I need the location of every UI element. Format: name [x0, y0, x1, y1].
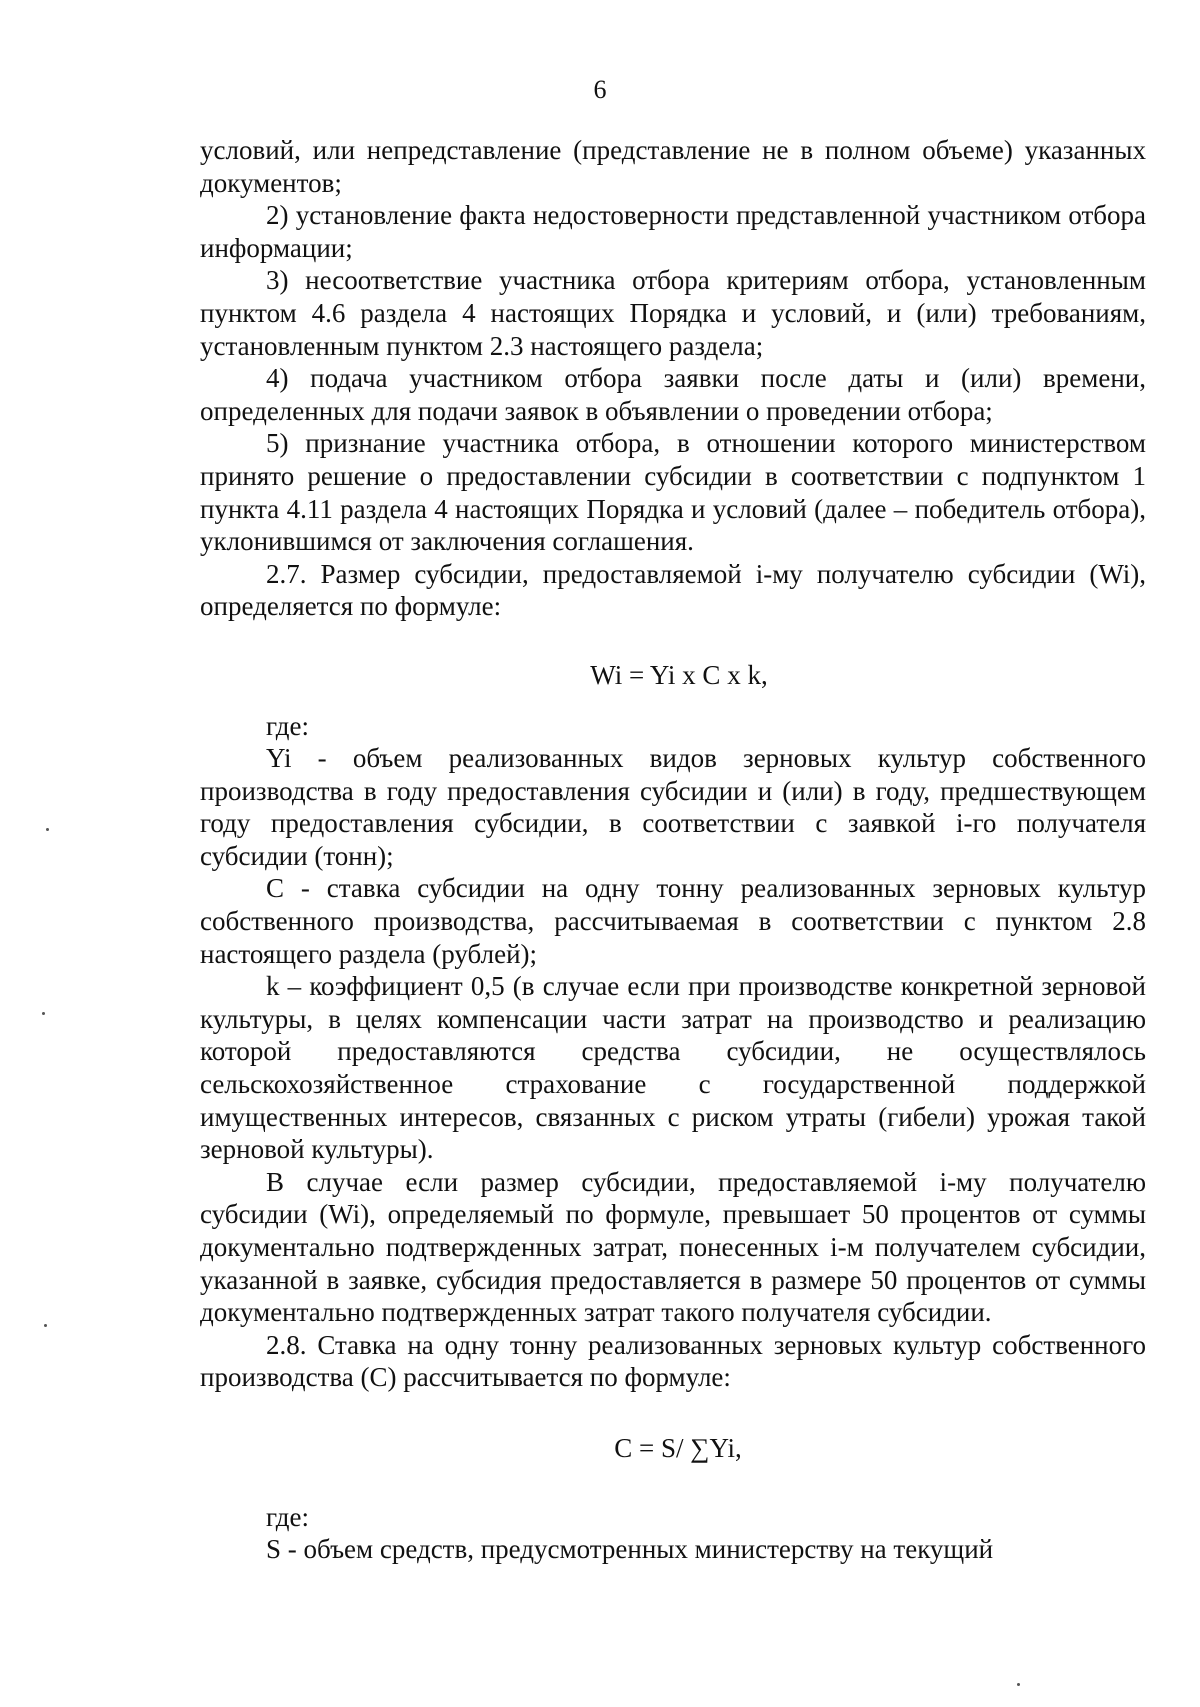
list-item-4: 4) подача участником отбора заявки после даты и (или) времени, определенных для подачи заявок в объявлении о проведении отбора; [200, 363, 1146, 426]
definition-k: k – коэффициент 0,5 (в случае если при производстве конкретной зерновой культуры, в целях компенсации части затрат на производство и реализацию которой предоставляются средства субсидии, не осуществлялось сельскохозяйственное страхование с государственной поддержкой имущественных интересов, связанных с риском утраты (гибели) урожая такой зерновой культуры). [200, 971, 1146, 1165]
scan-speck [1017, 1683, 1020, 1686]
formula-rate: C = S/ ∑Yi, [614, 1432, 742, 1463]
where-label-2: где: [266, 1501, 309, 1532]
scan-speck [44, 1324, 47, 1327]
definition-c: С - ставка субсидии на одну тонну реализованных зерновых культур собственного производства, рассчитываемая в соответствии с пунктом 2.8 настоящего раздела (рублей); [200, 873, 1146, 969]
scan-speck [46, 828, 49, 831]
definition-s: S - объем средств, предусмотренных министерству на текущий [266, 1534, 994, 1565]
where-label: где: [266, 710, 309, 741]
list-item-5: 5) признание участника отбора, в отношении которого министерством принято решение о предоставлении субсидии в соответствии с подпунктом 1 пункта 4.11 раздела 4 настоящих Порядка и условий (далее – победитель отбора), уклонившимся от заключения соглашения. [200, 428, 1146, 557]
section-2-7: 2.7. Размер субсидии, предоставляемой i-му получателю субсидии (Wi), определяется по формуле: [200, 558, 1146, 622]
section-2-8: 2.8. Ставка на одну тонну реализованных зерновых культур собственного производства (С) рассчитывается по формуле: [200, 1329, 1146, 1393]
page-number: 6 [593, 75, 607, 104]
definition-yi: Yi - объем реализованных видов зерновых культур собственного производства в году предоставления субсидии и (или) в году, предшествующем году предоставления субсидии, в соответствии с заявкой i-го получателя субсидии (тонн); [200, 743, 1146, 871]
scan-speck [42, 1012, 45, 1015]
formula-subsidy-size: Wi = Yi x C x k, [590, 659, 768, 690]
paragraph-cap-rule: В случае если размер субсидии, предоставляемой i-му получателю субсидии (Wi), определяемый по формуле, превышает 50 процентов от суммы документально подтвержденных затрат, понесенных i-м получателем субсидии, указанной в заявке, субсидия предоставляется в размере 50 процентов от суммы документально подтвержденных затрат такого получателя субсидии. [200, 1166, 1146, 1328]
list-item-3: 3) несоответствие участника отбора критериям отбора, установленным пунктом 4.6 раздела 4 настоящих Порядка и условий, и (или) требованиям, установленным пунктом 2.3 настоящего раздела; [200, 265, 1146, 361]
list-item-2: 2) установление факта недостоверности представленной участником отбора информации; [200, 200, 1146, 263]
paragraph-continuation: условий, или непредставление (представление не в полном объеме) указанных документов; [200, 135, 1146, 198]
document-body [200, 134, 1146, 1566]
